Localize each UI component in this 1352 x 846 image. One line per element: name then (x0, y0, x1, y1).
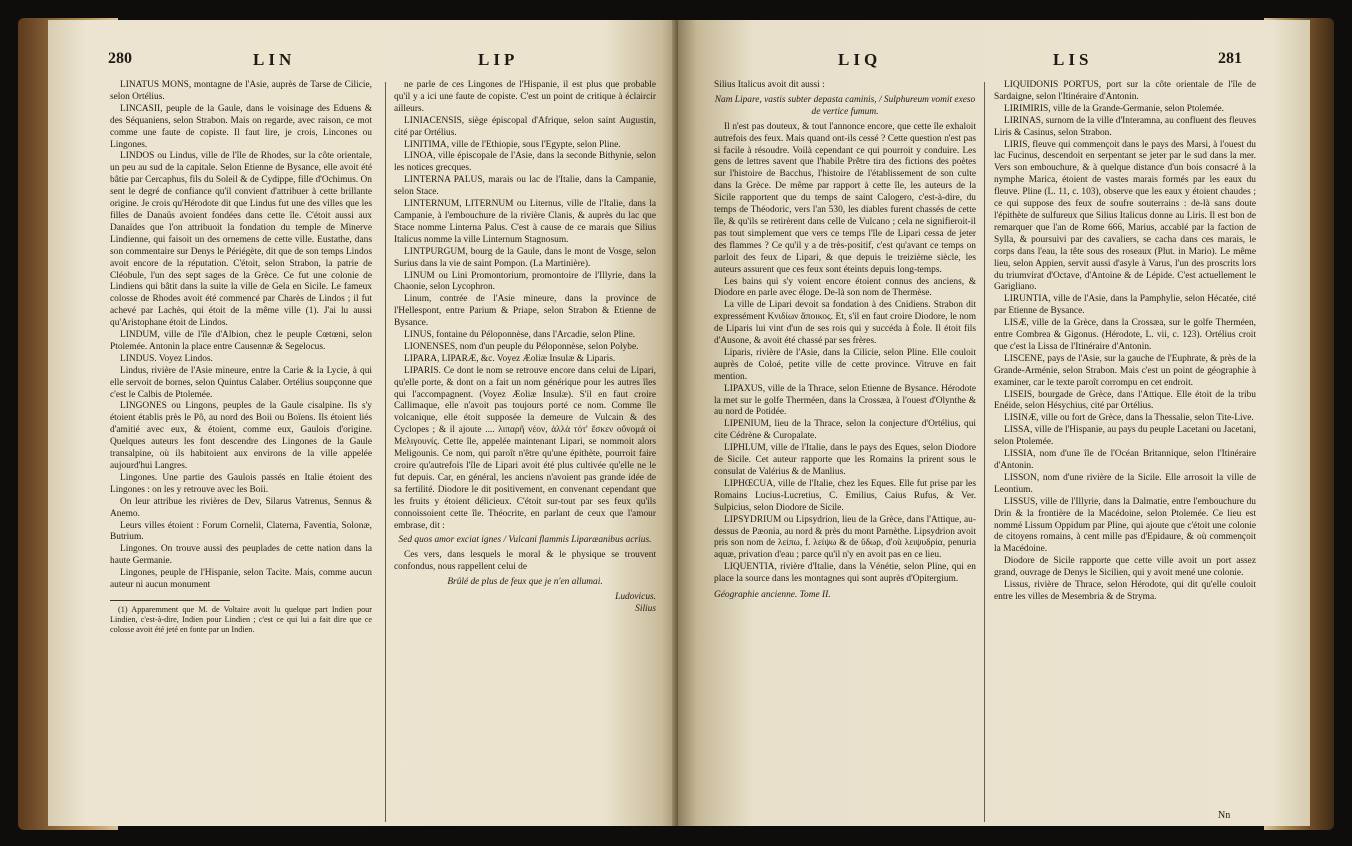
entry-paragraph: On leur attribue les rivières de Dev, Silarus Vatrenus, Sennus & Anemo. (110, 496, 372, 519)
entry-paragraph: Lingones. Une partie des Gaulois passés en Italie étoient des Lingones : on les y retrouve avec les Boii. (110, 472, 372, 495)
entry-paragraph: LIPSYDRIUM ou Lipsydrion, lieu de la Grèce, dans l'Attique, au-dessus de Pæonia, au nord & près du mont Parnèthe. Lipsydrion avoit pris son nom de λείπω, f. λείψω & de ὕδωρ, d'où λειψυδρία, penuria aquæ, privation d'eau ; parce qu'il n'y en avoit pas en ce lieu. (714, 514, 976, 561)
entry-paragraph: LIPHLUM, ville de l'Italie, dans le pays des Eques, selon Diodore de Sicile. Cet auteur rapporte que les Romains la prirent sous le consulat de Valérius & de Manlius. (714, 443, 976, 477)
catchword: Nn (1218, 810, 1231, 821)
entry-paragraph: LINDUM, ville de l'île d'Albion, chez le peuple Cœtœni, selon Ptolemée. Antonin la place entre Causennæ & Segelocus. (110, 330, 372, 352)
entry-paragraph: LINCASII, peuple de la Gaule, dans le voisinage des Eduens & des Séquaniens, selon Strabon. Mais on regarde, avec raison, ce mot comme une faute de copiste. Il faut lire, je crois, Lincones ou Lingones. (110, 103, 372, 150)
entry-paragraph: LIONENSES, nom d'un peuple du Péloponnèse, selon Polybe. (404, 341, 639, 352)
right-column-rule (984, 82, 985, 822)
entry-paragraph: Il n'est pas douteux, & tout l'annonce encore, que cette île exhaloit autrefois des feux. Mais quand ont-ils cessé ? Cette question n'est pas si facile à résoudre. Voilà cependant ce qui pourroit y conduire. Les gens de lettres savent que l'habile Prêtre tira des fictions des poètes sur l'histoire de Bacchus, l'histoire de l'établissement de son culte dans la Grèce. De même par rapport à cette île, les auteurs de la Sicile rapportent que du temps de saint Calogero, c'est-à-dire, du temps de Théodoric, vers l'an 530, les diables furent chassés de cette île, & qu'ils se retirèrent dans celle de Vulcano ; cela ne signifieroit-il pas tout simplement que vers ce temps l'île de Lipari cessa de jeter des flammes ? Ce qu'il y a de très-positif, c'est qu'avant ce temps on parloit des feux de Lipari, & que depuis le treizième siècle, les auteurs assurent que ces feux sont éteints depuis long-temps. (714, 121, 976, 275)
entry-paragraph: Brûlé de plus de feux que je n'en allumai. (447, 577, 603, 588)
entry-paragraph: Sed quos amor exciat ignes / Vulcani flammis Liparæanibus acrius. (398, 535, 652, 546)
entry-paragraph: LINITIMA, ville de l'Ethiopie, sous l'Egypte, selon Pline. (404, 139, 621, 150)
entry-paragraph: Lindus, rivière de l'Asie mineure, entre la Carie & la Lycie, à qui elle servoit de bornes, selon Quintus Calaber. Ortélius soupçonne que c'est le Calbis de Ptolemée. (110, 365, 372, 400)
entry-paragraph: LISSIA, nom d'une île de l'Océan Britannique, selon l'Itinéraire d'Antonin. (994, 449, 1256, 471)
entry-paragraph: LIPARA, LIPARÆ, &c. Voyez Æoliæ Insulæ & Liparis. (404, 353, 616, 364)
entry-paragraph: LINIACENSIS, siège épiscopal d'Afrique, selon saint Augustin, cité par Ortélius. (394, 115, 656, 138)
entry-paragraph: Ces vers, dans lesquels le moral & le physique se trouvent confondus, nous rappellent celui de (394, 550, 656, 573)
entry-paragraph: Nam Lipare, vastis subter depasta caminis, / Sulphureum vomit exeso de vertice fumum. (714, 94, 976, 117)
footnote: (1) Apparemment que M. de Voltaire avoit lu quelque part Indien pour Lindien, c'est-à-dire, Indien pour Lindien ; c'est ce qui lui a fait dire que ce colosse avoit été jeté en fonte par un Indien. (110, 604, 372, 634)
entry-paragraph: LIRUNTIA, ville de l'Asie, dans la Pamphylie, selon Hécatée, cité par Etienne de Bysance. (994, 294, 1256, 317)
entry-paragraph: Lingones. On trouve aussi des peuplades de cette nation dans la haute Germanie. (110, 544, 372, 567)
right-running-head: LIQ (838, 50, 882, 69)
entry-paragraph: LINATUS MONS, montagne de l'Asie, auprès de Tarse de Cilicie, selon Ortélius. (110, 80, 372, 102)
left-running-head-right: LIP (478, 50, 519, 69)
entry-paragraph: LINDUS. Voyez Lindos. (120, 353, 213, 364)
entry-paragraph: LIPAXUS, ville de la Thrace, selon Etienne de Bysance. Hérodote la met sur le golfe Therméen, dans la Crossæa, à l'ouest d'Olynthe & au nord de Potidée. (714, 383, 976, 418)
entry-paragraph: LINGONES ou Lingons, peuples de la Gaule cisalpine. Ils s'y étoient établis près le Pô, au nord des Boii ou Boïens. Ils étoient liés d'amitié avec eux, & étoient, comme eux, Gaulois d'origine. Quelques auteurs les font descendre des Lingones de la Gaule transalpine, où ils habitoient aux environs de la ville appelée aujourd'hui Langres. (110, 401, 372, 471)
right-page-number: 281 (1218, 50, 1242, 67)
entry-paragraph: LINUS, fontaine du Péloponnèse, dans l'Arcadie, selon Pline. (404, 330, 636, 341)
left-column-rule (385, 82, 386, 822)
entry-paragraph: Silius Italicus avoit dit aussi : (714, 80, 825, 90)
entry-paragraph: LISCENE, pays de l'Asie, sur la gauche de l'Euphrate, & près de la Grande-Arménie, selon Strabon. Mais c'est un point de géographie à examiner, car le texte paroît corrompu en cet endroit. (994, 353, 1256, 388)
entry-paragraph: LIQUENTIA, rivière d'Italie, dans la Vénétie, selon Pline, qui en place la source dans les montagnes qui sont auprès d'Opitergium. (714, 562, 976, 585)
entry-paragraph: LISÆ, ville de la Grèce, dans la Crossæa, sur le golfe Therméen, entre Combrea & Gigonus. (Hérodote, L. vii, c. 123). Ortélius croit que c'est la Lissa de l'Itinéraire d'Antonin. (994, 318, 1256, 352)
signature-line: Géographie ancienne. Tome II. (714, 590, 831, 601)
entry-paragraph: LISSON, nom d'une rivière de la Sicile. Elle arrosoit la ville de Leontium. (994, 472, 1256, 495)
entry-paragraph: LINDOS ou Lindus, ville de l'île de Rhodes, sur la côte orientale, un peu au sud de la capitale. Selon Etienne de Bysance, elle avoit été bâtie par Cercaphus, fils du Soleil & de Cydippe, fille d'Ochimus. On sent le degré de confiance qu'il convient d'attribuer à cette brillante origine. Je crois qu'Hérodote dit que Lindus fut une des villes que les filles de Danaüs avoient fondées dans cette île. C'étoit aussi aux Danaïdes que l'on attribuoit la fondation du temple de Minerve Lindienne, qui faisoit un des ornemens de cette ville. Eustathe, dans son commentaire sur Denys le Périégète, dit que de son temps Lindos avoit encore de la réputation. C'étoit, selon Strabon, la patrie de Cléobule, l'un des sept sages de la Grèce. Ce fut une colonie de Lindiens qui bâtit dans la suite la ville de Gela en Sicile. Le fameux colosse de Rhodes avoit été commencé par Charès de Lindos ; il fut achevé par Lachès, qui étoit de la même ville (1). J'ai lu aussi qu'Aristophane étoit de Lindos. (110, 151, 372, 329)
entry-paragraph: Linum, contrée de l'Asie mineure, dans la province de l'Hellespont, entre Parium & Priape, selon Strabon & Etienne de Bysance. (394, 294, 656, 329)
entry-paragraph: LISINÆ, ville ou fort de Grèce, dans la Thessalie, selon Tite-Live. (1004, 413, 1254, 424)
entry-paragraph: Liparis, rivière de l'Asie, dans la Cilicie, selon Pline. Elle couloit auprès de Coloé, petite ville de cette province. Vitruve en fait mention. (714, 347, 976, 382)
entry-paragraph: ne parle de ces Lingones de l'Hispanie, il est plus que probable qu'il y a ici une faute de copiste. C'est un point de critique à éclaircir ailleurs. (394, 80, 656, 114)
entry-paragraph: Les bains qui s'y voient encore étoient connus des anciens, & Diodore en parle avec éloge. De-là son nom de Thermèse. (714, 276, 976, 299)
entry-paragraph: LISSUS, ville de l'Illyrie, dans la Dalmatie, entre l'embouchure du Drin & la frontière de la Macédoine, selon Ptolemée. Ce lieu est nommé Lissum Oppidum par Pline, qui ajoute que c'étoit une colonie de citoyens romains, à cent mille pas d'Epidaure, & où commençoit la Macédoine. (994, 496, 1256, 555)
entry-paragraph: LIPARIS. Ce dont le nom se retrouve encore dans celui de Lipari, qu'elle porte, & dont on a fait un nom générique pour les autres îles qui l'accompagnent. (Voyez Æoliæ Insulæ). S'il en faut croire Callimaque, elle n'avoit pas toujours porté ce nom. Comme île volcanique, elle étoit supposée la demeure de Vulcain & des Cyclopes ; & il ajoute .... λιπαρῆ νέον, ἀλλὰ τότ' ἔσκεν οὔνομά οἱ Μελιγουνίς. Cette île, appelée maintenant Lipari, se nommoit alors Meligounis. Ce nom, qui paroît n'être qu'une épithète, pourroit faire croire qu'autrefois l'île de Lipari avoit été plus cultivée qu'elle ne le fut depuis. Car, en général, les anciens n'avoient pas grande idée de sa fertilité. Diodore le dit positivement, en convenant cependant que les fruits y étoient délicieux. C'étoit sur-tout par ses feux qu'ils connoissoient cette île. Théocrite, en parlant de ceux que l'amour embrase, dit : (394, 365, 656, 531)
entry-paragraph: LINTPURGUM, bourg de la Gaule, dans le mont de Vosge, selon Surius dans la vie de saint Pompon. (La Martinière). (394, 246, 656, 269)
entry-paragraph: LINOA, ville épiscopale de l'Asie, dans la seconde Bithynie, selon les notices grecques. (394, 151, 656, 174)
entry-paragraph: Lissus, rivière de Thrace, selon Hérodote, qui dit qu'elle couloit entre les villes de Mesembria & de Stryma. (994, 580, 1256, 602)
entry-paragraph: LINUM ou Lini Promontorium, promontoire de l'Illyrie, dans la Chaonie, selon Lycophron. (394, 270, 656, 293)
entry-paragraph: LIPENIUM, lieu de la Thrace, selon la conjecture d'Ortélius, qui cite Cédrène & Curopalate. (714, 419, 976, 442)
left-page (48, 20, 680, 826)
footnote-rule (110, 600, 230, 601)
left-page-number: 280 (108, 50, 132, 67)
right-running-head-right: LIS (1053, 50, 1093, 69)
entry-paragraph: La ville de Lipari devoit sa fondation à des Cnidiens. Strabon dit expressément Κνιδίων ἄποικος. Et, s'il en faut croire Diodore, le nom de Liparis lui vint d'un de ses rois qui y succéda à Éole. Il étoit fils d'Ausone, & avoit été chassé par ses frères. (714, 300, 976, 347)
entry-paragraph: LINTERNUM, LITERNUM ou Liternus, ville de l'Italie, dans la Campanie, à l'embouchure de la rivière Clanis, & auprès du lac que Stace nomme Linterna Palus. C'est à cause de ce marais que Silius Italicus nomme la ville Linternum Stagnosum. (394, 199, 656, 245)
left-column-1 (110, 80, 372, 826)
right-column-1 (714, 80, 976, 826)
entry-paragraph: LISEIS, bourgade de Grèce, dans l'Attique. Elle étoit de la tribu Enéide, selon Hésychius, cité par Ortélius. (994, 389, 1256, 412)
right-column-2 (994, 80, 1256, 826)
entry-paragraph: LINTERNA PALUS, marais ou lac de l'Italie, dans la Campanie, selon Stace. (394, 175, 656, 198)
entry-paragraph: Lingones, peuple de l'Hispanie, selon Tacite. Mais, comme aucun auteur ni aucun monument (110, 568, 372, 591)
entry-paragraph: LIRIS, fleuve qui commençoit dans le pays des Marsi, à l'ouest du lac Fucinus, descendoit en serpentant se jeter par le sud dans la mer. Vers son embouchure, & à quelque distance d'un bois consacré à la nymphe Marica, étoient de vastes marais formés par les eaux du fleuve. Pline (L. 11, c. 103), observe que les eaux y étoient chaudes ; ce qui suppose des feux de soufre souterrains : de-là sans doute l'épithète de sulfureux que Silius Italicus donne au Liris. Il est bon de remarquer que l'an de Rome 666, Marius, accablé par la faction de Sylla, & poursuivi par des cavaliers, se cacha dans ces marais, le corps dans l'eau, la tête sous des roseaux (Plut. in Mario). Le même lieu, selon Appien, servit aussi d'asyle à Varus, l'un des proscrits lors du triumvirat d'Octave, d'Antoine & de Lépide. C'est actuellement le Garigliano. (994, 139, 1256, 293)
entry-paragraph: Ludovicus. (615, 592, 656, 603)
entry-paragraph: LIPHŒCUA, ville de l'Italie, chez les Eques. Elle fut prise par les Romains Lucius-Lucretius, C. Emilius, Caius Rufus, & Ver. Sulpicius, selon Diodore de Sicile. (714, 478, 976, 513)
entry-paragraph: LIRIMIRIS, ville de la Grande-Germanie, selon Ptolemée. (1004, 103, 1224, 114)
entry-paragraph: LIQUIDONIS PORTUS, port sur la côte orientale de l'île de Sardaigne, selon l'Itinéraire d'Antonin. (994, 80, 1256, 102)
left-column-2 (394, 80, 656, 826)
entry-paragraph: LISSA, ville de l'Hispanie, au pays du peuple Lacetani ou Jacetani, selon Ptolemée. (994, 425, 1256, 448)
left-running-head: LIN (253, 50, 296, 69)
entry-paragraph: Silius (635, 603, 656, 614)
entry-paragraph: LIRINAS, surnom de la ville d'Interamna, au confluent des fleuves Liris & Casinus, selon Strabon. (994, 115, 1256, 138)
entry-paragraph: Leurs villes étoient : Forum Cornelii, Claterna, Faventia, Solonæ, Butrium. (110, 520, 372, 543)
entry-paragraph: Diodore de Sicile rapporte que cette ville avoit un port assez grand, ouvrage de Denys le Sicilien, qui y avoit mené une colonie. (994, 556, 1256, 579)
right-page (678, 20, 1310, 826)
